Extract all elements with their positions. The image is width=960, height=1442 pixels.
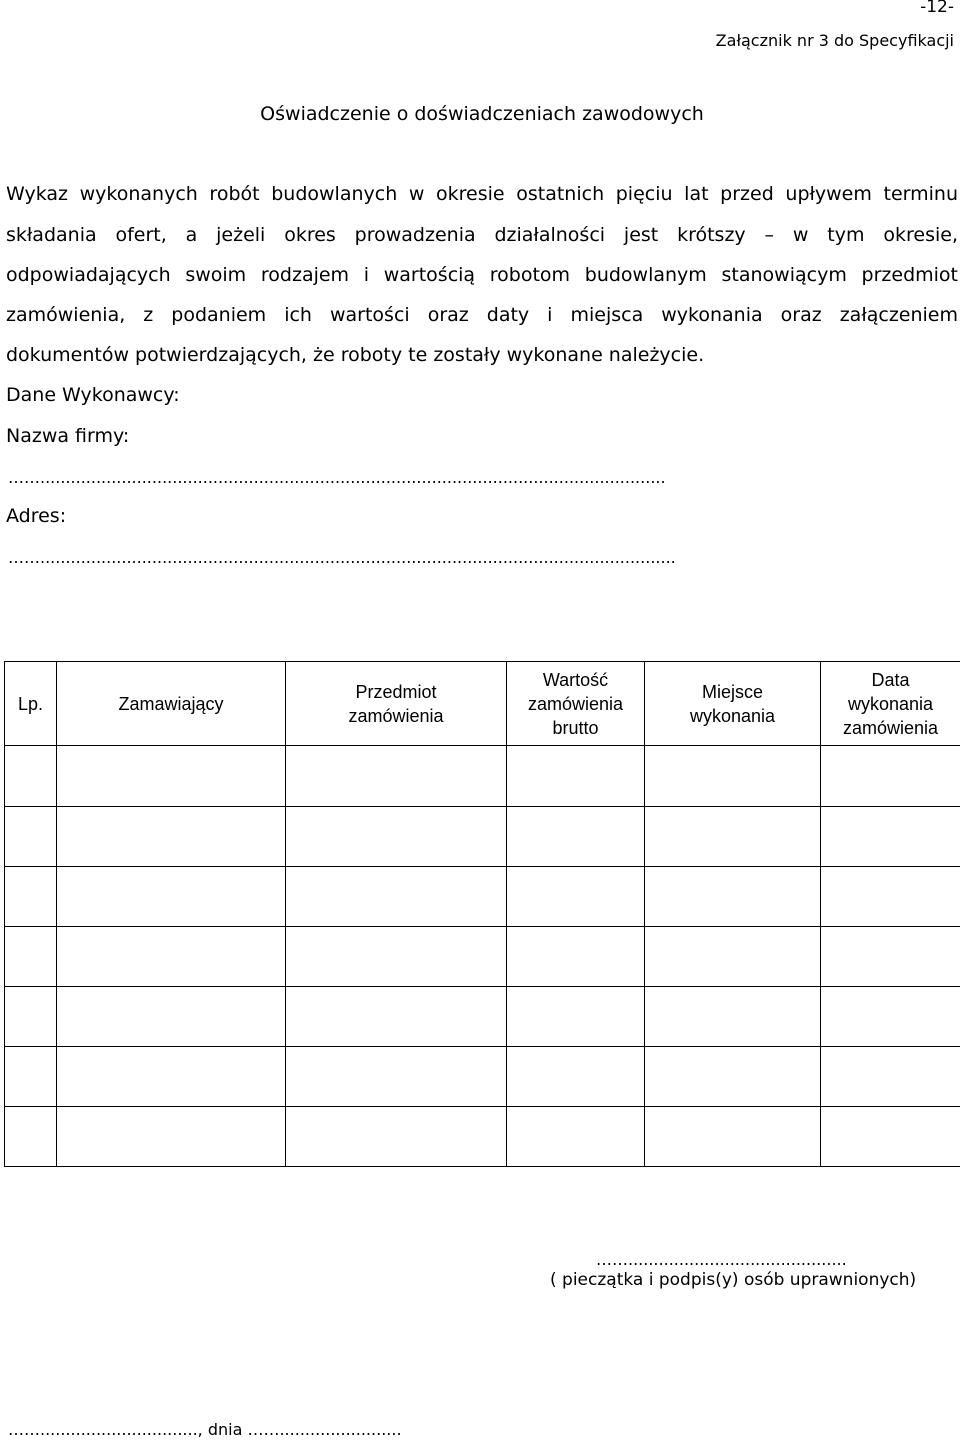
table-row <box>5 987 960 1047</box>
table-row <box>5 927 960 987</box>
header-value <box>507 662 645 746</box>
page-number: -12- <box>920 0 954 17</box>
header-cell: Data wykonania zamówienia <box>842 669 939 738</box>
header-cell: Przedmiot zamówienia <box>348 681 444 726</box>
table-cell[interactable] <box>57 807 286 867</box>
table-cell[interactable] <box>286 1107 507 1167</box>
signature-caption: ( pieczątka i podpis(y) osób uprawnionych) <box>550 1270 917 1290</box>
table-cell[interactable] <box>507 1047 645 1107</box>
body-line: dokumentów potwierdzających, że roboty te zostały wykonane należycie. <box>6 344 705 366</box>
company-name-label: Nazwa firmy: <box>6 425 130 447</box>
table-cell[interactable] <box>5 927 57 987</box>
table-cell[interactable] <box>821 746 960 807</box>
place-date-line[interactable]: ……..............................., dnia ……........................ <box>8 1420 402 1439</box>
table-cell[interactable] <box>57 746 286 807</box>
table-cell[interactable] <box>57 1047 286 1107</box>
works-table <box>4 661 960 1167</box>
table-cell[interactable] <box>821 807 960 867</box>
table-row <box>5 807 960 867</box>
table-cell[interactable] <box>286 746 507 807</box>
table-cell[interactable] <box>645 927 821 987</box>
table-cell[interactable] <box>5 867 57 927</box>
header-cell: Lp. <box>17 693 44 714</box>
signature-line[interactable]: ……........................................... <box>596 1250 847 1269</box>
table-cell[interactable] <box>286 807 507 867</box>
table-cell[interactable] <box>5 746 57 807</box>
table-cell[interactable] <box>507 927 645 987</box>
header-place <box>645 662 821 746</box>
body-line: Wykaz wykonanych robót budowlanych w okresie ostatnich pięciu lat przed upływem terminu <box>6 183 958 205</box>
table-cell[interactable] <box>645 1047 821 1107</box>
annex-label: Załącznik nr 3 do Specyfikacji <box>715 31 954 50</box>
table-row <box>5 1047 960 1107</box>
table-cell[interactable] <box>5 807 57 867</box>
header-cell: Zamawiający <box>118 693 224 714</box>
table-cell[interactable] <box>57 987 286 1047</box>
table-cell[interactable] <box>507 1107 645 1167</box>
table-cell[interactable] <box>286 927 507 987</box>
table-cell[interactable] <box>645 746 821 807</box>
table-cell[interactable] <box>507 867 645 927</box>
header-subject <box>286 662 507 746</box>
table-row <box>5 1107 960 1167</box>
table-cell[interactable] <box>507 746 645 807</box>
table-cell[interactable] <box>57 867 286 927</box>
body-line: składania ofert, a jeżeli okres prowadzenia działalności jest krótszy – w tym okresie, <box>6 224 958 246</box>
table-cell[interactable] <box>821 927 960 987</box>
table-row <box>5 867 960 927</box>
header-date <box>821 662 960 746</box>
table-cell[interactable] <box>821 987 960 1047</box>
company-name-field[interactable]: ……........................................................................................................................... <box>8 468 666 487</box>
table-cell[interactable] <box>645 867 821 927</box>
table-row <box>5 746 960 807</box>
address-label: Adres: <box>6 505 67 527</box>
table-cell[interactable] <box>5 1047 57 1107</box>
table-cell[interactable] <box>57 1107 286 1167</box>
table-header-row <box>5 662 960 746</box>
header-ordering-party <box>57 662 286 746</box>
table-cell[interactable] <box>286 987 507 1047</box>
table-cell[interactable] <box>5 1107 57 1167</box>
table-cell[interactable] <box>5 987 57 1047</box>
table-cell[interactable] <box>821 1107 960 1167</box>
contractor-heading: Dane Wykonawcy: <box>6 384 180 406</box>
document-title: Oświadczenie o doświadczeniach zawodowych <box>260 103 704 125</box>
table-cell[interactable] <box>286 1047 507 1107</box>
body-line: zamówienia, z podaniem ich wartości oraz daty i miejsca wykonania oraz załączeniem <box>6 304 958 326</box>
header-cell: Miejsce wykonania <box>689 681 776 726</box>
table-cell[interactable] <box>821 867 960 927</box>
table-cell[interactable] <box>57 927 286 987</box>
table-cell[interactable] <box>645 1107 821 1167</box>
header-cell: Wartość zamówienia brutto <box>527 669 624 738</box>
header-lp <box>5 662 57 746</box>
table-cell[interactable] <box>821 1047 960 1107</box>
address-field[interactable]: ……............................................................................................................................. <box>8 548 676 567</box>
body-line: odpowiadających swoim rodzajem i wartością robotom budowlanym stanowiącym przedmiot <box>6 264 958 286</box>
table-cell[interactable] <box>645 987 821 1047</box>
table-cell[interactable] <box>507 987 645 1047</box>
table-cell[interactable] <box>645 807 821 867</box>
table-cell[interactable] <box>286 867 507 927</box>
table-cell[interactable] <box>507 807 645 867</box>
